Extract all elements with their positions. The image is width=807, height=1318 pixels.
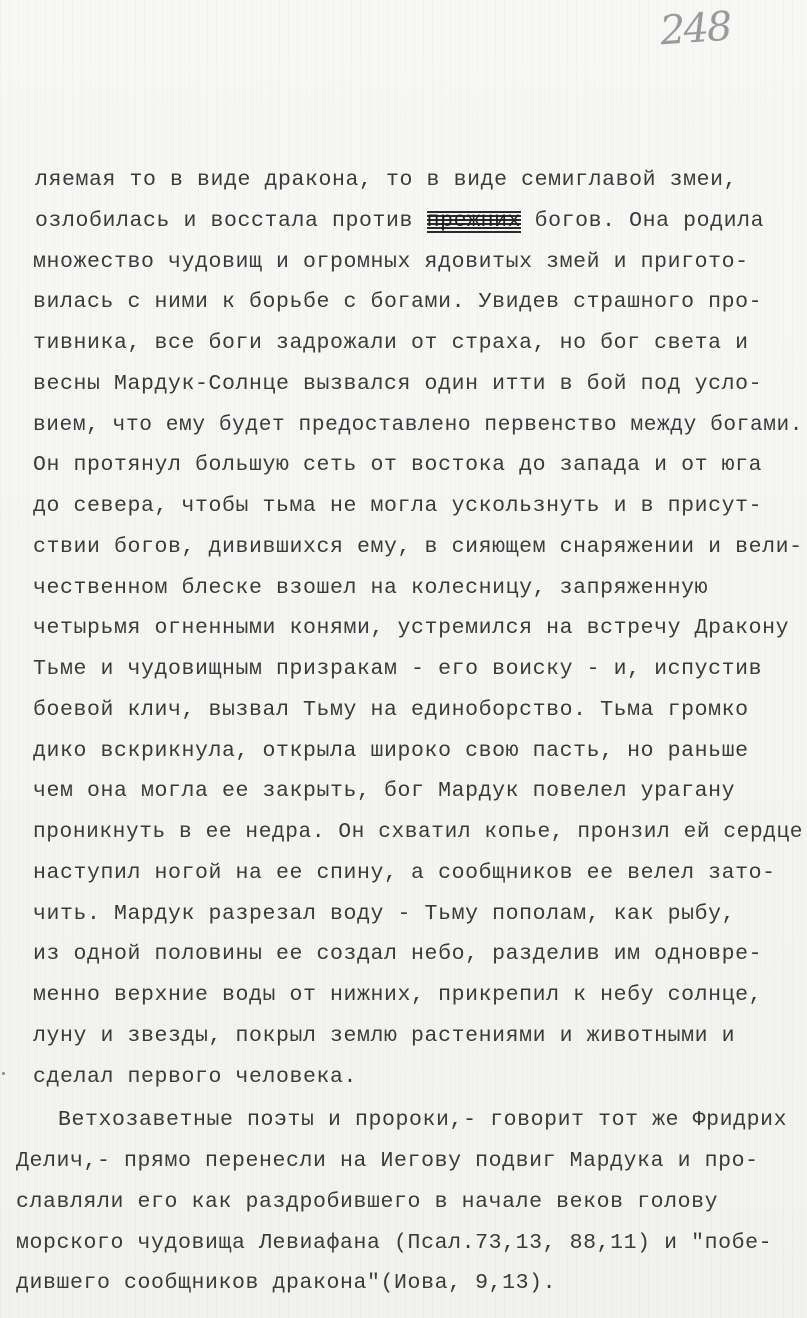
text-line: дико вскрикнула, открыла широко свою пасть, но раньше [33, 739, 749, 763]
text-line: множество чудовищ и огромных ядовитых змей и пригото- [33, 250, 749, 274]
text-fragment: озлобилась и восстала против [35, 209, 414, 233]
paper-speck [2, 1072, 5, 1075]
text-line: проникнуть в ее недра. Он схватил копье, пронзил ей сердце [33, 820, 804, 844]
text-line: весны Мардук-Солнце вызвался один итти в бой под усло- [33, 372, 763, 396]
text-line: чественном блеске взошел на колесницу, запряженную [33, 576, 709, 600]
text-line: вием, что ему будет предоставлено первенство между богами. [33, 413, 804, 437]
text-line: чить. Мардук разрезал воду - Тьму пополам, как рыбу, [33, 902, 736, 926]
text-line: дившего сообщников дракона"(Иова, 9,13). [16, 1271, 557, 1295]
text-line: менно верхние воды от нижних, прикрепил к небу солнце, [33, 983, 763, 1007]
text-line: Ветхозаветные поэты и пророки,- говорит тот же Фридрих [58, 1108, 788, 1132]
text-line: славляли его как раздробившего в начале веков голову [16, 1190, 719, 1214]
text-line: Тьме и чудовищным призракам - его воиску - и, испустив [33, 657, 763, 681]
text-fragment: богов. Она родила [534, 209, 765, 233]
text-line: тивника, все боги задрожали от страха, но бог света и [33, 331, 749, 355]
text-line: сделал первого человека. [33, 1065, 358, 1089]
text-line: морского чудовища Левиафана (Псал.73,13, 88,11) и "побе- [16, 1231, 773, 1255]
text-line [35, 209, 764, 233]
text-line: Он протянул большую сеть от востока до запада и от юга [33, 453, 763, 477]
page-number: 248 [658, 3, 732, 55]
text-line: вилась с ними к борьбе с богами. Увидев страшного про- [33, 290, 763, 314]
text-line: боевой клич, вызвал Тьму на единоборство. Тьма громко [33, 698, 749, 722]
text-line: из одной половины ее создал небо, разделив им одновре- [33, 942, 763, 966]
text-line: наступил ногой на ее спину, а сообщников ее велел зато- [33, 861, 776, 885]
text-line: до севера, чтобы тьма не могла ускользнуть и в присут- [33, 494, 763, 518]
struck-out-word: прежних [426, 209, 522, 233]
text-line: ствии богов, дивившихся ему, в сияющем снаряжении и вели- [33, 535, 803, 559]
text-line: ляемая то в виде дракона, то в виде семиглавой змеи, [35, 168, 738, 192]
text-line: Делич,- прямо перенесли на Иегову подвиг Мардука и про- [16, 1149, 759, 1173]
text-line: чем она могла ее закрыть, бог Мардук повелел урагану [33, 779, 736, 803]
text-line: четырьмя огненными конями, устремился на встречу Дракону [33, 616, 790, 640]
text-line: луну и звезды, покрыл землю растениями и животными и [33, 1024, 736, 1048]
